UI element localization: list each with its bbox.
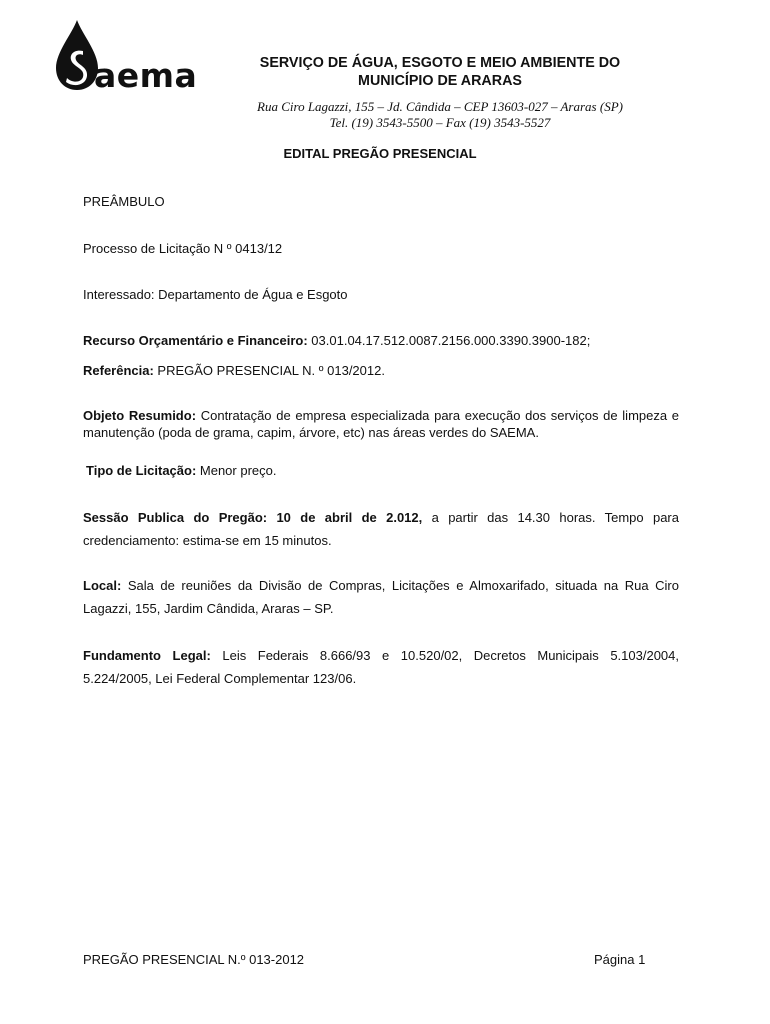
processo-number: Processo de Licitação N º 0413/12 (83, 241, 283, 256)
objeto-label: Objeto Resumido: (83, 408, 197, 423)
organization-address (220, 99, 660, 131)
fundamento-value: Leis Federais 8.666/93 e 10.520/02, Decretos Municipais 5.103/2004, 5.224/2005, Lei Federal Complementar 123/06. (83, 648, 679, 686)
document-title: EDITAL PREGÃO PRESENCIAL (283, 146, 477, 161)
recurso-line (83, 332, 679, 349)
objeto-value: Contratação de empresa especializada para execução dos serviços de limpeza e manutenção (poda de grama, capim, árvore, etc) nas áreas verdes do SAEMA. (83, 408, 680, 440)
organization-name (230, 54, 650, 90)
footer-document-id: PREGÃO PRESENCIAL N.º 013-2012 (83, 952, 305, 967)
objeto-paragraph (83, 407, 679, 441)
footer-page-number: Página 1 (594, 952, 646, 967)
sessao-value: a partir das 14.30 horas. Tempo para credenciamento: estima-se em 15 minutos. (83, 510, 679, 548)
recurso-value: 03.01.04.17.512.0087.2156.000.3390.3900-182; (307, 333, 591, 348)
preambulo-heading: PREÂMBULO (83, 194, 165, 209)
address-line2: Tel. (19) 3543-5500 – Fax (19) 3543-5527 (329, 115, 551, 130)
fundamento-label: Fundamento Legal: (83, 648, 211, 663)
referencia-label: Referência: (83, 363, 154, 378)
sessao-paragraph (83, 506, 679, 552)
org-name-line2: MUNICÍPIO DE ARARAS (358, 73, 522, 89)
local-paragraph (83, 574, 679, 620)
local-label: Local: (83, 578, 122, 593)
interessado-line: Interessado: Departamento de Água e Esgoto (83, 287, 348, 302)
saema-logo (52, 18, 202, 95)
recurso-label: Recurso Orçamentário e Financeiro: (83, 333, 308, 348)
address-line1: Rua Ciro Lagazzi, 155 – Jd. Cândida – CEP 13603-027 – Araras (SP) (257, 99, 623, 114)
tipo-line (86, 462, 682, 479)
referencia-line (83, 362, 679, 379)
logo-wordmark: aema (94, 56, 198, 95)
org-name-line1: SERVIÇO DE ÁGUA, ESGOTO E MEIO AMBIENTE DO (259, 55, 621, 71)
local-value: Sala de reuniões da Divisão de Compras, Licitações e Almoxarifado, situada na Rua Ciro Lagazzi, 155, Jardim Cândida, Araras – SP. (83, 578, 679, 616)
tipo-value: Menor preço. (196, 463, 277, 478)
referencia-value: PREGÃO PRESENCIAL N. º 013/2012. (153, 363, 385, 378)
tipo-label: Tipo de Licitação: (86, 463, 197, 478)
sessao-label: Sessão Publica do Pregão: 10 de abril de 2.012, (83, 510, 423, 525)
fundamento-paragraph (83, 644, 679, 690)
